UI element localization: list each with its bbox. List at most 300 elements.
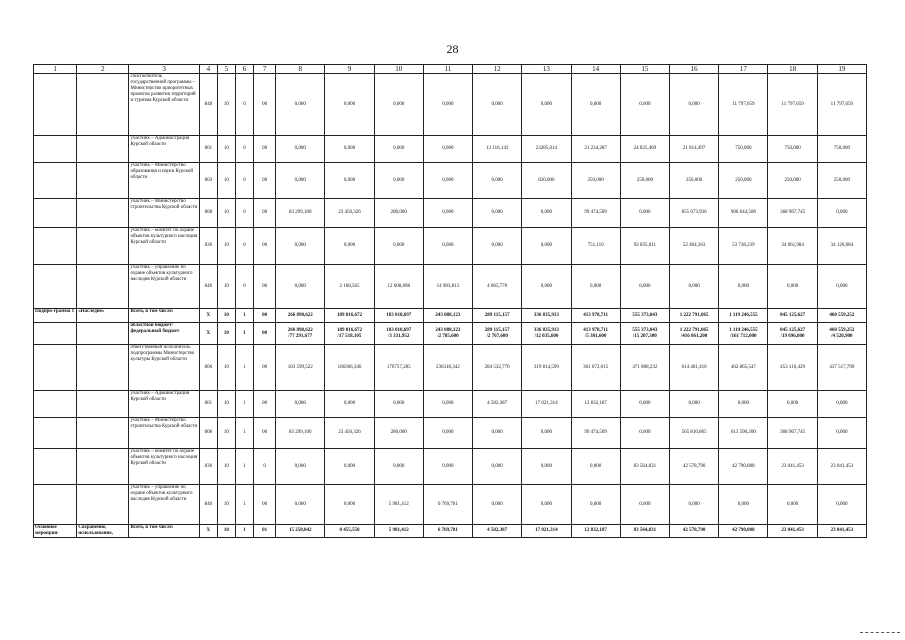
amount-cell: 280,000 (374, 199, 423, 228)
program-name-cell (77, 228, 129, 265)
scan-edge-mark (860, 632, 900, 634)
code-cell: 0 (235, 265, 253, 309)
amount-cell: 0,000 (374, 163, 423, 199)
code-cell: 806 (199, 345, 217, 391)
amount-cell: 4 582,387 (473, 391, 522, 418)
table-row (34, 136, 867, 163)
amount-cell: 289 115,157 /2 767,600 (473, 323, 522, 345)
amount-cell: 453 116,429 (768, 345, 817, 391)
amount-cell: 280,000 (374, 418, 423, 449)
code-cell: 836 (199, 228, 217, 265)
code-cell: 10 (217, 265, 235, 309)
code-cell: 1 (235, 309, 253, 323)
amount-cell: 0,000 (473, 163, 522, 199)
code-cell: 808 (199, 199, 217, 228)
amount-cell: 4 065,770 (473, 265, 522, 309)
amount-cell: 460 559,252 /4 520,900 (817, 323, 866, 345)
amount-cell: 23 041,453 (817, 525, 866, 538)
amount-cell: 42 578,790 (669, 525, 718, 538)
amount-cell: 24 825,469 (620, 136, 669, 163)
code-cell: 00 (254, 265, 276, 309)
amount-cell: 34 126,684 (817, 228, 866, 265)
header-cell: 19 (817, 65, 866, 74)
amount-cell: 368 967,745 (768, 199, 817, 228)
amount-cell: 83 564,831 (620, 525, 669, 538)
amount-cell: 0,000 (522, 485, 571, 525)
amount-cell: 53 738,239 (719, 228, 768, 265)
amount-cell: 23 041,453 (768, 525, 817, 538)
program-status-cell (34, 391, 77, 418)
code-cell: 10 (217, 449, 235, 485)
amount-cell: 0,000 (325, 485, 374, 525)
header-cell: 17 (719, 65, 768, 74)
table-row (34, 418, 867, 449)
amount-cell: 0,000 (325, 74, 374, 136)
amount-cell: 250,000 (719, 163, 768, 199)
amount-cell: 0,000 (620, 74, 669, 136)
header-cell: 4 (199, 65, 217, 74)
amount-cell: 183 018,697 (374, 309, 423, 323)
amount-cell: 83 299,100 (276, 418, 325, 449)
amount-cell: 183 018,697 /3 331,952 (374, 323, 423, 345)
amount-cell: 0,000 (669, 391, 718, 418)
amount-cell: 0,000 (374, 391, 423, 418)
code-cell: 00 (254, 228, 276, 265)
code-cell: 1 (235, 485, 253, 525)
code-cell: 10 (217, 418, 235, 449)
program-name-cell (77, 345, 129, 391)
amount-cell: 0,000 (522, 265, 571, 309)
program-name-cell (77, 323, 129, 345)
program-name-cell (77, 485, 129, 525)
amount-cell: 0,000 (571, 485, 620, 525)
executor-cell: областной бюджет/ федеральный бюджет (129, 323, 199, 345)
program-status-cell (34, 265, 77, 309)
amount-cell: 0,000 (522, 74, 571, 136)
amount-cell: 855 673,930 (669, 199, 718, 228)
amount-cell: 0,000 (325, 163, 374, 199)
amount-cell: 42 790,808 (719, 449, 768, 485)
header-cell: 11 (423, 65, 472, 74)
amount-cell: 0,000 (423, 136, 472, 163)
code-cell: 1 (235, 418, 253, 449)
amount-cell: 750,000 (768, 136, 817, 163)
code-cell: 00 (254, 136, 276, 163)
amount-cell: 83 299,100 (276, 199, 325, 228)
amount-cell: 0,000 (473, 418, 522, 449)
table-row (34, 323, 867, 345)
table-row (34, 309, 867, 323)
amount-cell: 0,000 (473, 74, 522, 136)
amount-cell: 0,000 (817, 265, 866, 309)
table-header-row (34, 65, 867, 74)
amount-cell: 0,000 (374, 449, 423, 485)
amount-cell: 0,000 (669, 265, 718, 309)
amount-cell: 0,000 (276, 449, 325, 485)
code-cell: 00 (254, 309, 276, 323)
code-cell: 1 (235, 525, 253, 538)
amount-cell: 0,000 (423, 163, 472, 199)
program-name-cell (77, 136, 129, 163)
program-name-cell: «Наследие» (77, 309, 129, 323)
executor-cell: участник – Министерство строительства Курской области (129, 418, 199, 449)
amount-cell: 565 810,865 (669, 418, 718, 449)
amount-cell: 0,000 (522, 199, 571, 228)
amount-cell: 23 041,453 (768, 449, 817, 485)
amount-cell: 99 474,509 (571, 418, 620, 449)
amount-cell: 0,000 (768, 391, 817, 418)
amount-cell: 6 769,781 (423, 485, 472, 525)
budget-table (33, 64, 867, 538)
amount-cell: 34 061,984 (768, 228, 817, 265)
program-name-cell (77, 265, 129, 309)
table-row (34, 345, 867, 391)
code-cell: 1 (235, 449, 253, 485)
amount-cell: 0,000 (620, 485, 669, 525)
amount-cell: 0,000 (325, 228, 374, 265)
program-status-cell (34, 136, 77, 163)
header-cell: 10 (374, 65, 423, 74)
executor-cell: участник – Администрация Курской области (129, 136, 199, 163)
program-name-cell (77, 199, 129, 228)
amount-cell: 0,000 (620, 391, 669, 418)
amount-cell: 460 559,252 (817, 309, 866, 323)
amount-cell: 555 373,043 /15 207,300 (620, 323, 669, 345)
amount-cell: 0,000 (522, 228, 571, 265)
executor-cell: Всего, в том числе: (129, 309, 199, 323)
amount-cell: 0,000 (374, 136, 423, 163)
amount-cell: 250,000 (620, 163, 669, 199)
program-name-cell (77, 391, 129, 418)
amount-cell: 462 865,547 (719, 345, 768, 391)
amount-cell: 0,000 (276, 485, 325, 525)
amount-cell: 0,000 (423, 199, 472, 228)
amount-cell: 12 832,187 (571, 391, 620, 418)
amount-cell: 52 404,363 (669, 228, 718, 265)
code-cell: 801 (199, 391, 217, 418)
code-cell: 10 (217, 136, 235, 163)
program-status-cell (34, 418, 77, 449)
amount-cell: 1 119 246,555 /161 712,000 (719, 323, 768, 345)
amount-cell: 0,000 (571, 74, 620, 136)
amount-cell: 1 222 791,065 (669, 309, 718, 323)
code-cell: 00 (254, 391, 276, 418)
amount-cell: 845 125,627 (768, 309, 817, 323)
amount-cell: 0,000 (423, 228, 472, 265)
amount-cell: 21 234,287 (571, 136, 620, 163)
amount-cell: 21 814,497 (669, 136, 718, 163)
program-status-cell: Основное мероприя- (34, 525, 77, 538)
code-cell: 10 (217, 309, 235, 323)
amount-cell: 0,000 (768, 485, 817, 525)
amount-cell: 266 898,622 (276, 309, 325, 323)
code-cell: 10 (217, 525, 235, 538)
amount-cell: 0,000 (423, 391, 472, 418)
table-row (34, 199, 867, 228)
amount-cell: 0,000 (571, 265, 620, 309)
amount-cell: 42 790,808 (719, 525, 768, 538)
amount-cell: 4 582,387 (473, 525, 522, 538)
code-cell: 801 (199, 136, 217, 163)
amount-cell: 11 797,659 (719, 74, 768, 136)
executor-cell: участник – Администрация Курской области (129, 391, 199, 418)
code-cell: X (199, 323, 217, 345)
code-cell: 01 (254, 525, 276, 538)
amount-cell: 555 373,043 (620, 309, 669, 323)
program-status-cell (34, 449, 77, 485)
amount-cell: 0,000 (423, 74, 472, 136)
amount-cell: 243 088,123 /2 785,600 (423, 323, 472, 345)
amount-cell: 751,110 (571, 228, 620, 265)
code-cell: 10 (217, 74, 235, 136)
amount-cell: 289 115,157 (473, 309, 522, 323)
header-cell: 14 (571, 65, 620, 74)
header-cell: 1 (34, 65, 77, 74)
amount-cell: 413 978,711 (571, 309, 620, 323)
amount-cell: 0,000 (325, 391, 374, 418)
header-cell: 13 (522, 65, 571, 74)
code-cell: X (199, 525, 217, 538)
amount-cell: 284 532,770 (473, 345, 522, 391)
amount-cell: 613 590,200 (719, 418, 768, 449)
amount-cell: 266 898,622 /77 291,677 (276, 323, 325, 345)
program-status-cell (34, 485, 77, 525)
amount-cell: 0,000 (423, 418, 472, 449)
code-cell: 00 (254, 199, 276, 228)
amount-cell: 0,000 (669, 485, 718, 525)
amount-cell: 2 168,565 (325, 265, 374, 309)
amount-cell: 176757,285 (374, 345, 423, 391)
amount-cell: 83 564,831 (620, 449, 669, 485)
executor-cell: участник – комитет по охране объектов культурного наследия Курской области (129, 449, 199, 485)
code-cell: 0 (235, 199, 253, 228)
header-cell: 2 (77, 65, 129, 74)
code-cell: 1 (235, 323, 253, 345)
code-cell: 848 (199, 74, 217, 136)
executor-cell: участник – управление по охране объектов культурного наследия Курской области (129, 265, 199, 309)
amount-cell: 0,000 (620, 418, 669, 449)
amount-cell: 13 116,143 (473, 136, 522, 163)
amount-cell: 0,000 (276, 163, 325, 199)
amount-cell: 17 021,314 (522, 525, 571, 538)
amount-cell: 99 474,509 (571, 199, 620, 228)
code-cell: 00 (254, 163, 276, 199)
code-cell: 00 (254, 323, 276, 345)
amount-cell: 614 401,410 (669, 345, 718, 391)
amount-cell: 820,000 (522, 163, 571, 199)
amount-cell: 0,000 (473, 199, 522, 228)
amount-cell: 23 041,453 (817, 449, 866, 485)
amount-cell: 0,000 (276, 74, 325, 136)
amount-cell: 0,000 (817, 199, 866, 228)
header-cell: 18 (768, 65, 817, 74)
executor-cell: участник – Министерство образования и науки Курской области (129, 163, 199, 199)
code-cell: 10 (217, 228, 235, 265)
table-row (34, 449, 867, 485)
amount-cell: 11 797,659 (817, 74, 866, 136)
code-cell: 10 (217, 485, 235, 525)
code-cell: 0 (235, 163, 253, 199)
executor-cell: ответственный исполнитель подпрограммы Министерство культуры Курской области (129, 345, 199, 391)
amount-cell: 1 222 791,065 /416 861,200 (669, 323, 718, 345)
code-cell: 00 (254, 485, 276, 525)
code-cell: 0 (235, 228, 253, 265)
amount-cell: 250,000 (669, 163, 718, 199)
amount-cell: 1 119 246,555 (719, 309, 768, 323)
amount-cell: 319 814,599 (522, 345, 571, 391)
amount-cell: 0,000 (620, 199, 669, 228)
amount-cell: 0,000 (473, 449, 522, 485)
code-cell: 00 (254, 74, 276, 136)
amount-cell: 413 978,711 /5 301,600 (571, 323, 620, 345)
amount-cell: 15 250,042 (276, 525, 325, 538)
code-cell: 0 (235, 136, 253, 163)
code-cell: X (199, 309, 217, 323)
amount-cell: 0,000 (374, 228, 423, 265)
amount-cell: 0,000 (473, 485, 522, 525)
amount-cell: 92 835,611 (620, 228, 669, 265)
program-name-cell: Сохранение, использование, (77, 525, 129, 538)
amount-cell: 0,000 (276, 228, 325, 265)
amount-cell: 336 835,913 (522, 309, 571, 323)
amount-cell: 437 517,799 (817, 345, 866, 391)
amount-cell: 471 808,232 (620, 345, 669, 391)
amount-cell: 12 832,187 (571, 525, 620, 538)
amount-cell: 0,000 (325, 449, 374, 485)
table-row (34, 228, 867, 265)
code-cell: 10 (217, 391, 235, 418)
page-number: 28 (446, 42, 459, 56)
amount-cell: 750,000 (719, 136, 768, 163)
amount-cell: 189 816,672 (325, 309, 374, 323)
header-cell: 12 (473, 65, 522, 74)
amount-cell: 250,000 (817, 163, 866, 199)
header-cell: 7 (254, 65, 276, 74)
code-cell: 0 (235, 74, 253, 136)
amount-cell: 5 981,412 (374, 485, 423, 525)
executor-cell: участник – Министерство строительства Курской области (129, 199, 199, 228)
amount-cell: 906 644,508 (719, 199, 768, 228)
program-name-cell (77, 449, 129, 485)
code-cell: 1 (235, 345, 253, 391)
amount-cell: 336 835,913 /12 035,600 (522, 323, 571, 345)
header-cell: 15 (620, 65, 669, 74)
program-status-cell: Подпро-грамма 1 (34, 309, 77, 323)
code-cell: 10 (217, 163, 235, 199)
code-cell: 803 (199, 163, 217, 199)
amount-cell: 236318,342 (423, 345, 472, 391)
program-status-cell (34, 228, 77, 265)
code-cell: 10 (217, 199, 235, 228)
amount-cell: 0,000 (719, 265, 768, 309)
amount-cell: 368 967,745 (768, 418, 817, 449)
program-name-cell (77, 163, 129, 199)
header-cell: 6 (235, 65, 253, 74)
amount-cell: 23 450,326 (325, 199, 374, 228)
amount-cell: 845 125,627 /19 696,800 (768, 323, 817, 345)
executor-cell: Всего, в том числе: (129, 525, 199, 538)
executor-cell: участник – управление по охране объектов культурного наследия Курской области (129, 485, 199, 525)
amount-cell: 17 021,314 (522, 391, 571, 418)
program-name-cell (77, 74, 129, 136)
amount-cell: 14 983,813 (423, 265, 472, 309)
header-cell: 3 (129, 65, 199, 74)
amount-cell: 12 608,898 (374, 265, 423, 309)
amount-cell: 183 599,522 (276, 345, 325, 391)
program-status-cell (34, 345, 77, 391)
amount-cell: 0,000 (817, 485, 866, 525)
header-cell: 16 (669, 65, 718, 74)
amount-cell: 23285,014 (522, 136, 571, 163)
amount-cell: 0,000 (522, 418, 571, 449)
amount-cell: 166366,346 (325, 345, 374, 391)
executor-cell: участник – комитет по охране объектов культурного наследия Курской области (129, 228, 199, 265)
header-cell: 8 (276, 65, 325, 74)
amount-cell: 301 672,015 (571, 345, 620, 391)
code-cell: 836 (199, 449, 217, 485)
table-row (34, 391, 867, 418)
amount-cell: 189 816,672 /17 518,105 (325, 323, 374, 345)
amount-cell: 0,000 (473, 228, 522, 265)
amount-cell: 0,000 (522, 449, 571, 485)
amount-cell: 0,000 (768, 265, 817, 309)
amount-cell: 243 088,123 (423, 309, 472, 323)
amount-cell: 8 455,550 (325, 525, 374, 538)
code-cell: 10 (217, 323, 235, 345)
code-cell: 00 (254, 345, 276, 391)
amount-cell: 0,000 (325, 136, 374, 163)
amount-cell: 0,000 (276, 391, 325, 418)
amount-cell: 11 797,659 (768, 74, 817, 136)
amount-cell: 0,000 (620, 265, 669, 309)
code-cell: 00 (254, 418, 276, 449)
program-status-cell (34, 199, 77, 228)
amount-cell: 0,000 (817, 391, 866, 418)
amount-cell: 0,000 (276, 136, 325, 163)
amount-cell: 0,000 (719, 485, 768, 525)
table-row (34, 74, 867, 136)
code-cell: 846 (199, 485, 217, 525)
amount-cell: 0,000 (571, 449, 620, 485)
code-cell: 10 (217, 345, 235, 391)
amount-cell: 5 981,412 (374, 525, 423, 538)
amount-cell: 0,000 (669, 74, 718, 136)
table-row (34, 525, 867, 538)
amount-cell: 750,000 (817, 136, 866, 163)
amount-cell: 6 769,781 (423, 525, 472, 538)
code-cell: 846 (199, 265, 217, 309)
amount-cell: 23 450,326 (325, 418, 374, 449)
code-cell: 808 (199, 418, 217, 449)
amount-cell: 250,000 (768, 163, 817, 199)
program-status-cell (34, 323, 77, 345)
amount-cell: 42 578,790 (669, 449, 718, 485)
header-cell: 5 (217, 65, 235, 74)
code-cell: 1 (235, 391, 253, 418)
amount-cell: 250,000 (571, 163, 620, 199)
amount-cell: 0,000 (423, 449, 472, 485)
executor-cell: соисполнитель государственной программы – Министерство приоритетных проектов развития территорий и туризма Курской области (129, 74, 199, 136)
program-status-cell (34, 163, 77, 199)
amount-cell: 0,000 (276, 265, 325, 309)
amount-cell: 0,000 (374, 74, 423, 136)
amount-cell: 0,000 (817, 418, 866, 449)
amount-cell: 0,000 (719, 391, 768, 418)
header-cell: 9 (325, 65, 374, 74)
table-row (34, 485, 867, 525)
table-row (34, 163, 867, 199)
code-cell: 0 (254, 449, 276, 485)
